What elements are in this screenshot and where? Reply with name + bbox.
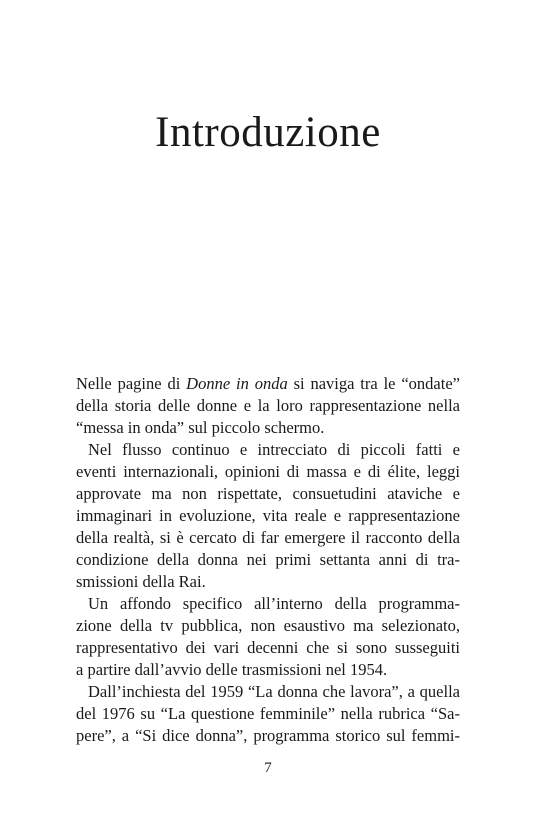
text-line: a partire dall’avvio delle trasmissioni nel 1954.	[76, 660, 388, 679]
book-title: Donne in onda	[186, 374, 288, 393]
body-text	[76, 373, 460, 747]
text-line: “messa in onda” sul piccolo schermo.	[76, 418, 325, 437]
text-line: Un affondo specifico all’interno della programma-	[88, 594, 460, 613]
text-line: approvate ma non rispettate, consuetudini ataviche e	[76, 484, 460, 503]
page-title: Introduzione	[155, 109, 381, 156]
page-number: 7	[264, 760, 272, 776]
text-line: del 1976 su “La questione femminile” nella rubrica “Sa-	[76, 704, 460, 723]
text-line: pere”, a “Si dice donna”, programma storico sul femmi-	[76, 726, 460, 745]
text-line: della storia delle donne e la loro rappresentazione nella	[76, 396, 460, 415]
text-line: della realtà, si è cercato di far emergere il racconto della	[76, 528, 460, 547]
text-line: Nelle pagine di Donne in onda si naviga tra le “ondate”	[76, 374, 460, 393]
text-line: condizione della donna nei primi settanta anni di tra-	[76, 550, 460, 569]
text-line: rappresentativo dei vari decenni che si sono susseguiti	[76, 638, 460, 657]
text-line: Nel flusso continuo e intrecciato di piccoli fatti e	[88, 440, 460, 459]
text-line: eventi internazionali, opinioni di massa e di élite, leggi	[76, 462, 460, 481]
text-line: Dall’inchiesta del 1959 “La donna che lavora”, a quella	[88, 682, 460, 701]
text-line: smissioni della Rai.	[76, 572, 206, 591]
text-line: zione della tv pubblica, non esaustivo ma selezionato,	[76, 616, 460, 635]
text-line: immaginari in evoluzione, vita reale e rappresentazione	[76, 506, 460, 525]
